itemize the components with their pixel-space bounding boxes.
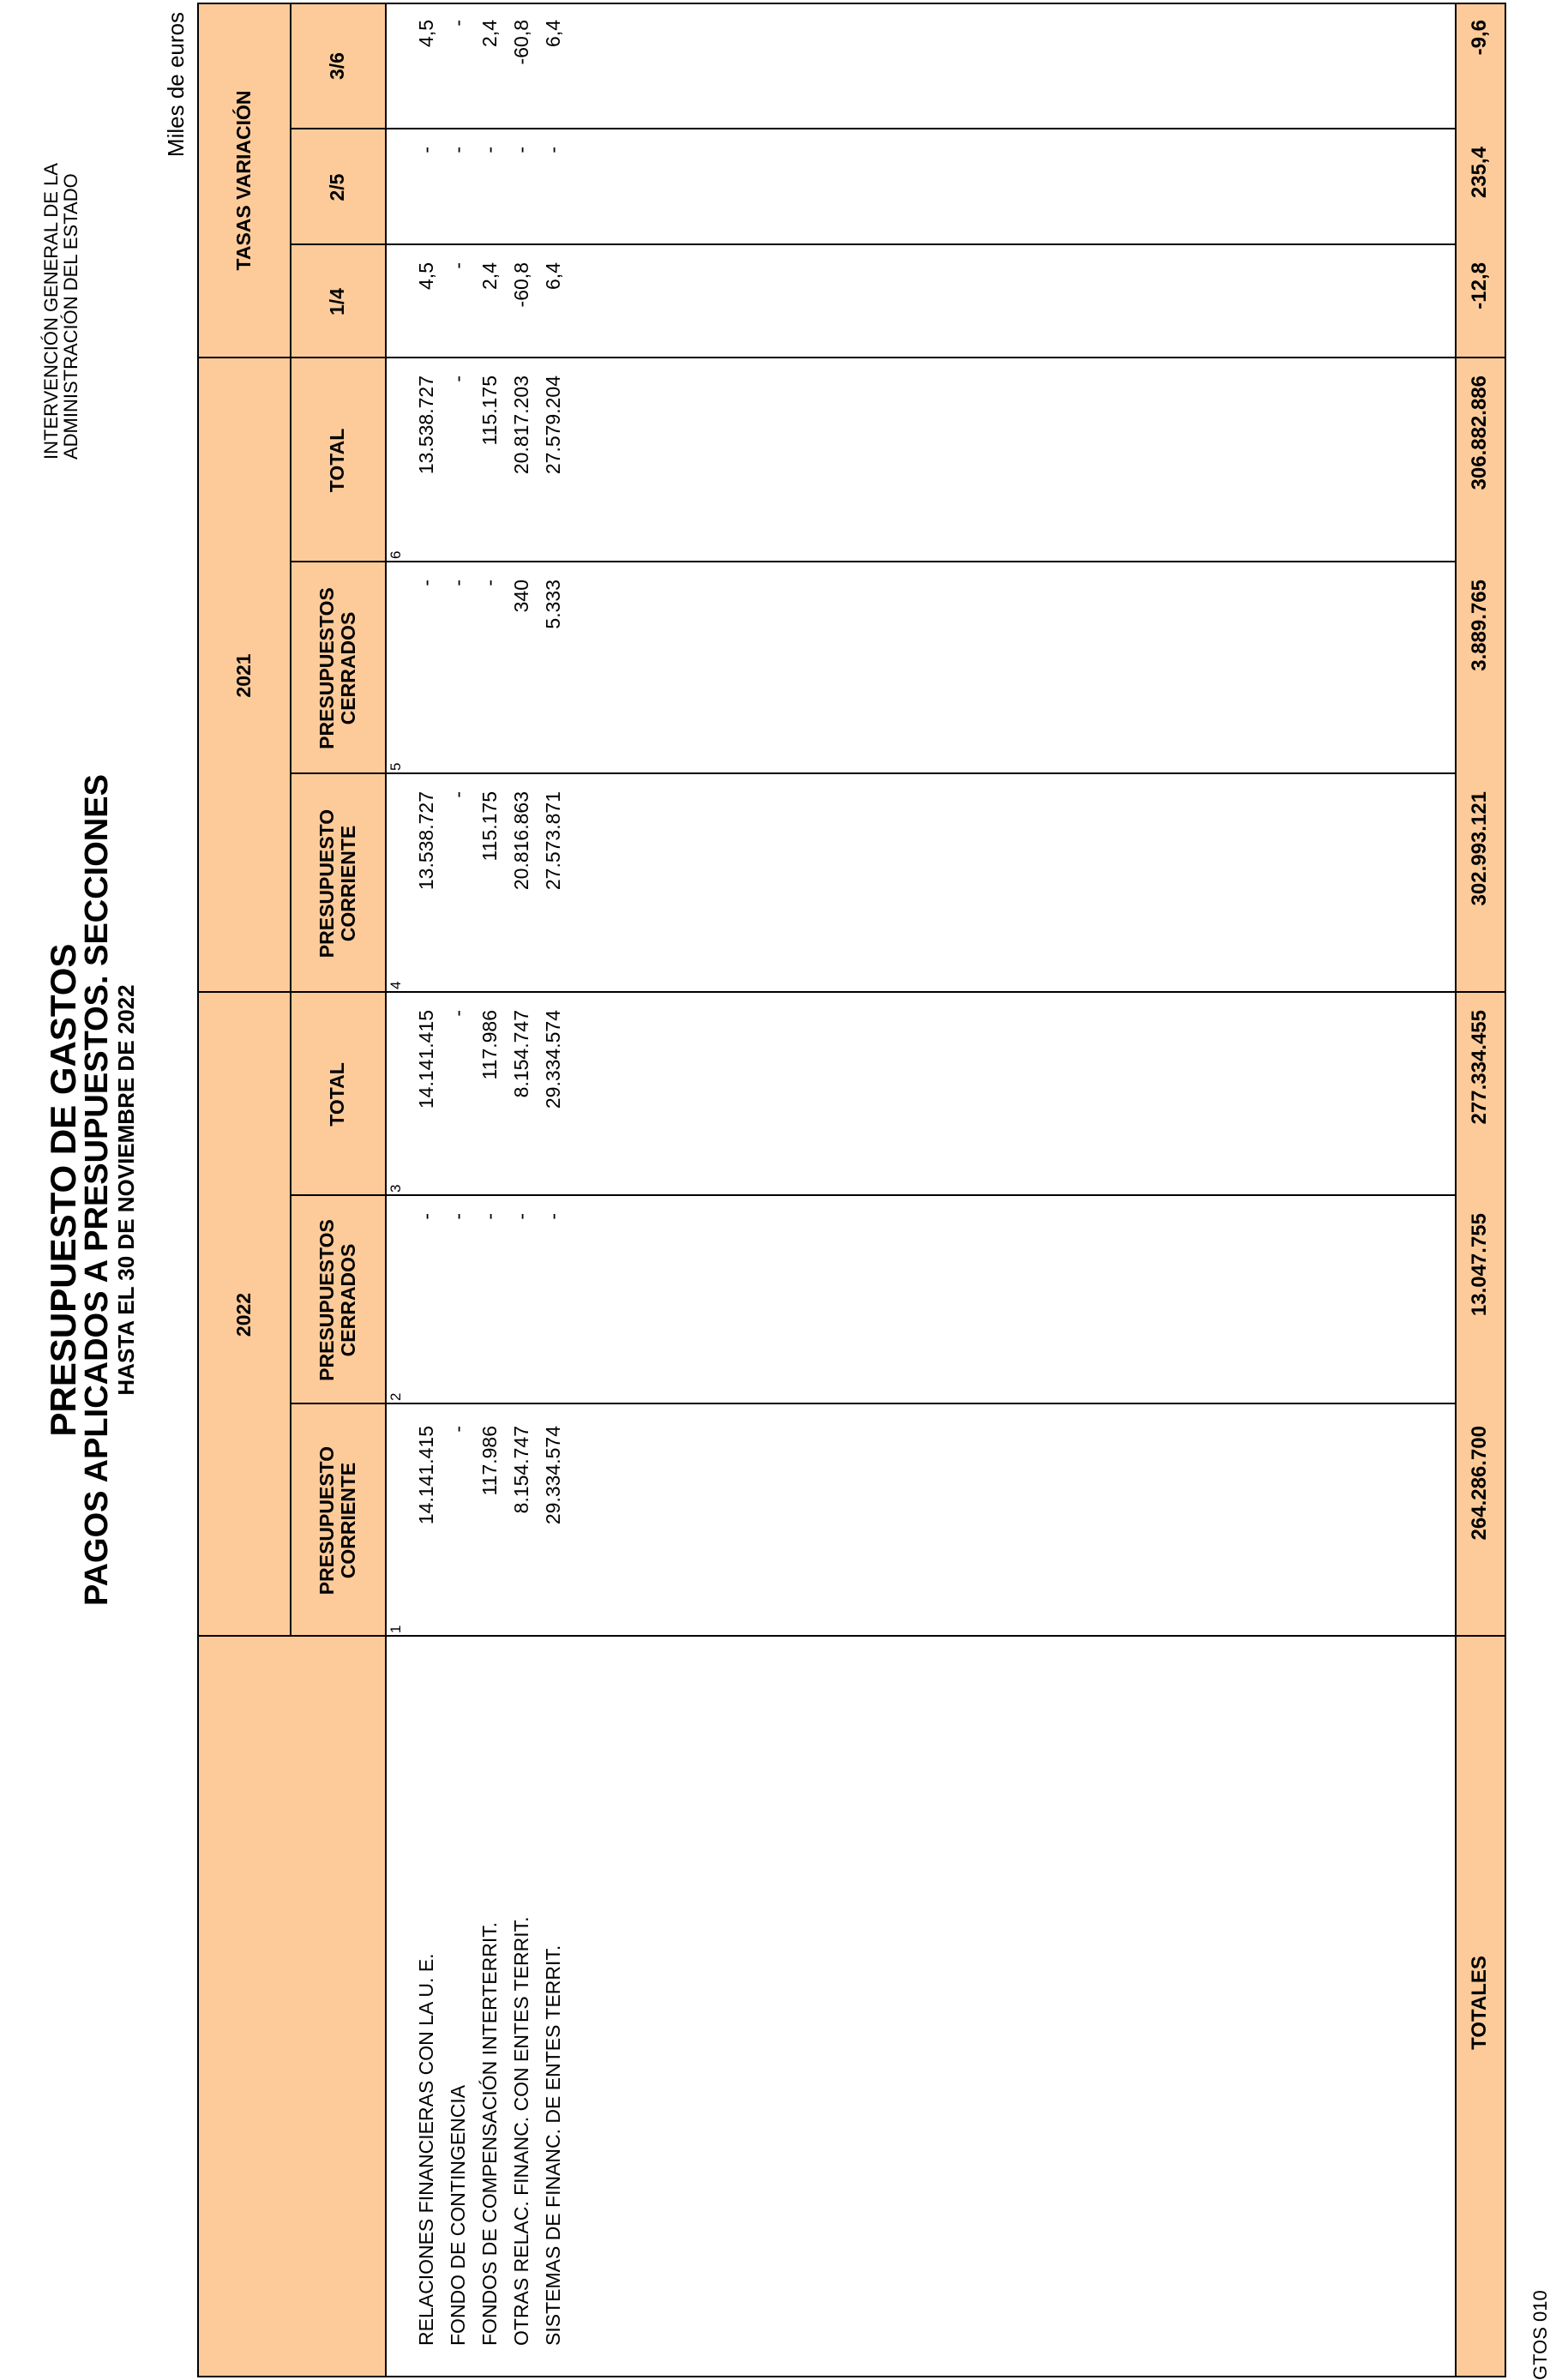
- row-value: 14.141.415: [415, 1010, 437, 1109]
- row-value: -: [447, 262, 469, 269]
- row-value: -: [478, 147, 501, 153]
- row-value: -: [542, 147, 564, 153]
- row-value: 29.334.574: [542, 1426, 564, 1525]
- row-value: 2,4: [478, 20, 501, 47]
- header-total-2021: TOTAL: [326, 428, 348, 493]
- organization-label: INTERVENCIÓN GENERAL DE LA ADMINISTRACIÓN DEL ESTADO: [40, 163, 81, 460]
- column-number: 4: [387, 981, 404, 989]
- period-label: HASTA EL 30 DE NOVIEMBRE DE 2022: [113, 984, 139, 1396]
- row-value: -: [447, 376, 469, 382]
- row-value: 5.333: [542, 580, 564, 629]
- row-value: -: [510, 147, 532, 153]
- column-number: 3: [387, 1184, 404, 1193]
- row-value: 27.579.204: [542, 376, 564, 475]
- row-value: -: [415, 147, 437, 153]
- row-value: -: [542, 1213, 564, 1220]
- row-value: 13.538.727: [415, 791, 437, 891]
- row-value: 117.986: [478, 1426, 501, 1496]
- row-value: 115.175: [478, 376, 501, 446]
- totals-rate: -12,8: [1468, 262, 1491, 310]
- row-label: OTRAS RELAC. FINANC. CON ENTES TERRIT.: [510, 1916, 532, 2346]
- row-value: -: [415, 1213, 437, 1220]
- totals-rate: 235,4: [1468, 147, 1491, 199]
- page-subtitle: PAGOS APLICADOS A PRESUPUESTOS. SECCIONES: [79, 774, 115, 1606]
- totals-value: 306.882.886: [1468, 376, 1491, 490]
- row-value: 13.538.727: [415, 376, 437, 475]
- row-value: -: [478, 1213, 501, 1220]
- row-value: 6,4: [542, 262, 564, 290]
- row-value: 20.816.863: [510, 791, 532, 891]
- row-value: 4,5: [415, 20, 437, 47]
- row-value: 117.986: [478, 1010, 501, 1080]
- row-value: 20.817.203: [510, 376, 532, 475]
- row-label: FONDOS DE COMPENSACIÓN INTERTERRIT.: [478, 1921, 501, 2346]
- column-number: 1: [387, 1625, 404, 1633]
- totals-value: 277.334.455: [1468, 1010, 1491, 1125]
- column-number: 6: [387, 550, 404, 559]
- row-value: -: [447, 1213, 469, 1220]
- column-number: 5: [387, 762, 404, 771]
- header-total-2022: TOTAL: [326, 1062, 348, 1127]
- row-label: RELACIONES FINANCIERAS CON LA U. E.: [415, 1953, 437, 2346]
- row-label: SISTEMAS DE FINANC. DE ENTES TERRIT.: [542, 1944, 564, 2346]
- row-value: -: [447, 20, 469, 27]
- header-year-2021: 2021: [231, 653, 255, 698]
- row-value: -: [510, 1213, 532, 1220]
- row-value: 27.573.871: [542, 791, 564, 891]
- header-rate-1-4: 1/4: [326, 288, 348, 316]
- header-rate-3-6: 3/6: [326, 52, 348, 80]
- header-presupuesto-corriente-2022: PRESUPUESTO CORRIENTE: [315, 1445, 359, 1596]
- row-value: -: [447, 1010, 469, 1017]
- row-value: 2,4: [478, 262, 501, 290]
- header-rates: TASAS VARIACIÓN: [231, 90, 255, 271]
- row-value: -: [415, 580, 437, 586]
- row-value: 4,5: [415, 262, 437, 290]
- row-value: 8.154.747: [510, 1426, 532, 1514]
- document-code: GTOS 010: [1529, 2290, 1551, 2380]
- row-value: 8.154.747: [510, 1010, 532, 1098]
- row-value: 14.141.415: [415, 1426, 437, 1525]
- header-presupuestos-cerrados-2021: PRESUPUESTOS CERRADOS: [315, 587, 359, 749]
- row-value: 115.175: [478, 791, 501, 862]
- row-value: -60,8: [510, 262, 532, 308]
- row-value: -: [447, 580, 469, 586]
- header-presupuestos-cerrados-2022: PRESUPUESTOS CERRADOS: [315, 1219, 359, 1381]
- row-value: -: [447, 1426, 469, 1433]
- totals-value: 3.889.765: [1468, 580, 1491, 671]
- row-value: 29.334.574: [542, 1010, 564, 1109]
- header-presupuesto-corriente-2021: PRESUPUESTO CORRIENTE: [315, 808, 359, 959]
- row-label: FONDO DE CONTINGENCIA: [447, 2084, 469, 2346]
- page-title: PRESUPUESTO DE GASTOS: [43, 943, 83, 1437]
- totals-value: 13.047.755: [1468, 1213, 1491, 1317]
- header-year-2022: 2022: [231, 1292, 255, 1337]
- totals-value: 264.286.700: [1468, 1426, 1491, 1541]
- header-rate-2-5: 2/5: [326, 173, 348, 201]
- unit-label: Miles de euros: [163, 12, 189, 158]
- row-value: -: [478, 580, 501, 586]
- row-value: -: [447, 791, 469, 798]
- totals-rate: -9,6: [1468, 20, 1491, 56]
- row-value: 6,4: [542, 20, 564, 47]
- totals-label: TOTALES: [1468, 1956, 1491, 2050]
- row-value: -: [447, 147, 469, 153]
- row-value: -60,8: [510, 20, 532, 65]
- row-value: 340: [510, 580, 532, 613]
- totals-value: 302.993.121: [1468, 791, 1491, 906]
- column-number: 2: [387, 1392, 404, 1401]
